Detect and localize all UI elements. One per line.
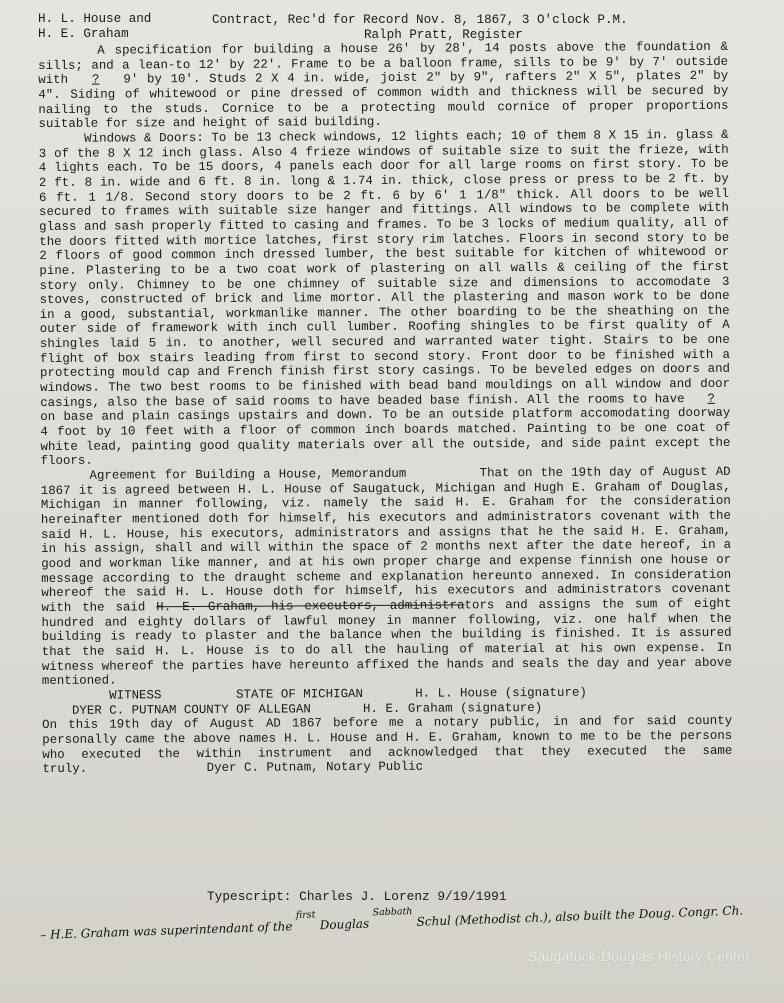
record-header [212,13,628,43]
party-1: H. L. House and [38,12,152,26]
contract-body [38,40,732,777]
agreement-heading: Agreement for Building a House, Memorandum [89,466,407,483]
handwritten-note: – H.E. Graham was superintendant of the $^{first}$ Douglas $^{Sabbath}$ Schul (Methodist ch.), also built the Doug. Congr. Ch. [40,903,744,942]
notary-signature: Dyer C. Putnam, Notary Public [206,759,424,776]
notary-paragraph: On this 19th day of August AD 1867 before me a notary public, in and for said county personally came the above names H. L. House and H. E. Graham, known to me to be the persons who executed the within instrument and acknowledged that they executed the same truly. Dyer C. Putnam, Notary Public [42,713,733,777]
signature-block: WITNESS STATE OF MICHIGAN H. L. House (signature) DYER C. PUTNAM COUNTY OF ALLEGAN H. E. Graham (signature) [71,685,587,718]
party-2: H. E. Graham [38,27,129,41]
struck-text: H. E. Graham, his executors, administra [156,598,465,615]
windows-doors-paragraph: Windows & Doors: To be 13 check windows, 12 lights each; 10 of them 8 X 15 in. glass & 3 of the 8 X 12 inch glass. Also 4 frieze windows of suitable size to suit the frieze, with 4 lights each. To be 15 doors, 4 panels each door for all large rooms on first story. To be 2 ft. 8 in. wide and 6 ft. 8 in. long & 1.74 in. thick, close press or press to be 2 ft. by 6 ft. 1 1/8. Second story doors to be 2 ft. 6 by 6' 1 1/8" thick. All doors to be well secured to frames with suitable size hanger and fittings. All windows to be complete with glass and sash properly fitted to casing and frames. To be 3 locks of medium quality, all of the doors fitted with mortice latches, first story rim latches. Floors in second story to be 2 floors of good common inch dressed lumber, the best suitable for kitchen of whitewood or pine. Plastering to be a two coat work of plastering on all walls & ceiling of the first story only. Chimney to be one chimney of suitable size and dimensions to accomodate 3 stoves, constructed of brick and lime mortor. All the plastering and mason work to be done in a good, substantial, workmanlike manner. The other boarding to be the sheathing on the outer side of framework with inch cull lumber. Roofing shingles to be first quality of A shingles laid 5 in. to another, well secured and warranted water tight. Stairs to be one flight of box stairs leading from first to second story. Front door to be finished with a protecting mould cap and French finish first story casings. To be beveled edges on doors and windows. The two best rooms to be finished with bead band mouldings on all window and door casings, also the base of said rooms to have beaded base finish. All the rooms to have ? on base and plain casings upstairs and down. To be an outside platform accomodating doorway 4 foot by 10 feet with a floor of common inch boards matched. Painting to be one coat of white lead, painting good quality materials over all the outside, and side paint except the floors. [38,127,731,469]
signature-house: H. L. House (signature) [415,685,587,701]
blank-field: ? [91,72,100,87]
record-line: Contract, Rec'd for Record Nov. 8, 1867, 3 O'clock P.M. [212,13,628,27]
agreement-paragraph: Agreement for Building a House, Memorandum That on the 19th day of August AD 1867 it is agreed between H. L. House of Saugatuck, Michigan and Hugh E. Graham of Douglas, Michigan in manner following, viz. namely the said H. E. Graham for the consideration hereinafter mentioned doth for himself, his executors and administrators covenant with the said H. L. House, his executors, administrators and assigns that he the said H. E. Graham, in his assign, shall and will within the space of 2 months next after the date hereof, in a good and workman like manner, and at his own proper charge and expense finnish one house or message according to the draught scheme and explanation hereunto annexed. In consideration whereof the said H. L. House doth for himself, his executors and administrators covenant with the said H. E. Graham, his executors, administrators and assigns the sum of eight hundred and eighty dollars of lawful money in manner following, viz. one half when the building is ready to plaster and the balance when the building is finished. It is assured that the said H. L. House is to do all the hauling of material at his own expense. In witness whereof the parties have hereunto affixed the hands and seals the day and year above mentioned. [40,464,732,689]
specification-paragraph: A specification for building a house 26' by 28', 14 posts above the foundation & sills; and a lean-to 12' by 22'. Frame to be a balloon frame, sills to be 9' by 7' outside with ? 9' by 10'. Studs 2 X 4 in. wide, joist 2" by 9", rafters 2" X 5", plates 2" by 4". Siding of whitewood or pine dressed of common width and thickness will be secured by nailing to the studs. Cornice to be a protecting mould cornice of proper proportions suitable for size and height of said building. [38,39,729,132]
blank-field: ? [707,391,715,406]
typescript-credit: Typescript: Charles J. Lorenz 9/19/1991 [207,889,507,904]
register-line: Ralph Pratt, Register [364,28,523,42]
signature-graham: H. E. Graham (signature) [362,700,543,716]
watermark: Saugatuck-Douglas History Center [528,948,750,964]
parties-header [38,12,151,42]
